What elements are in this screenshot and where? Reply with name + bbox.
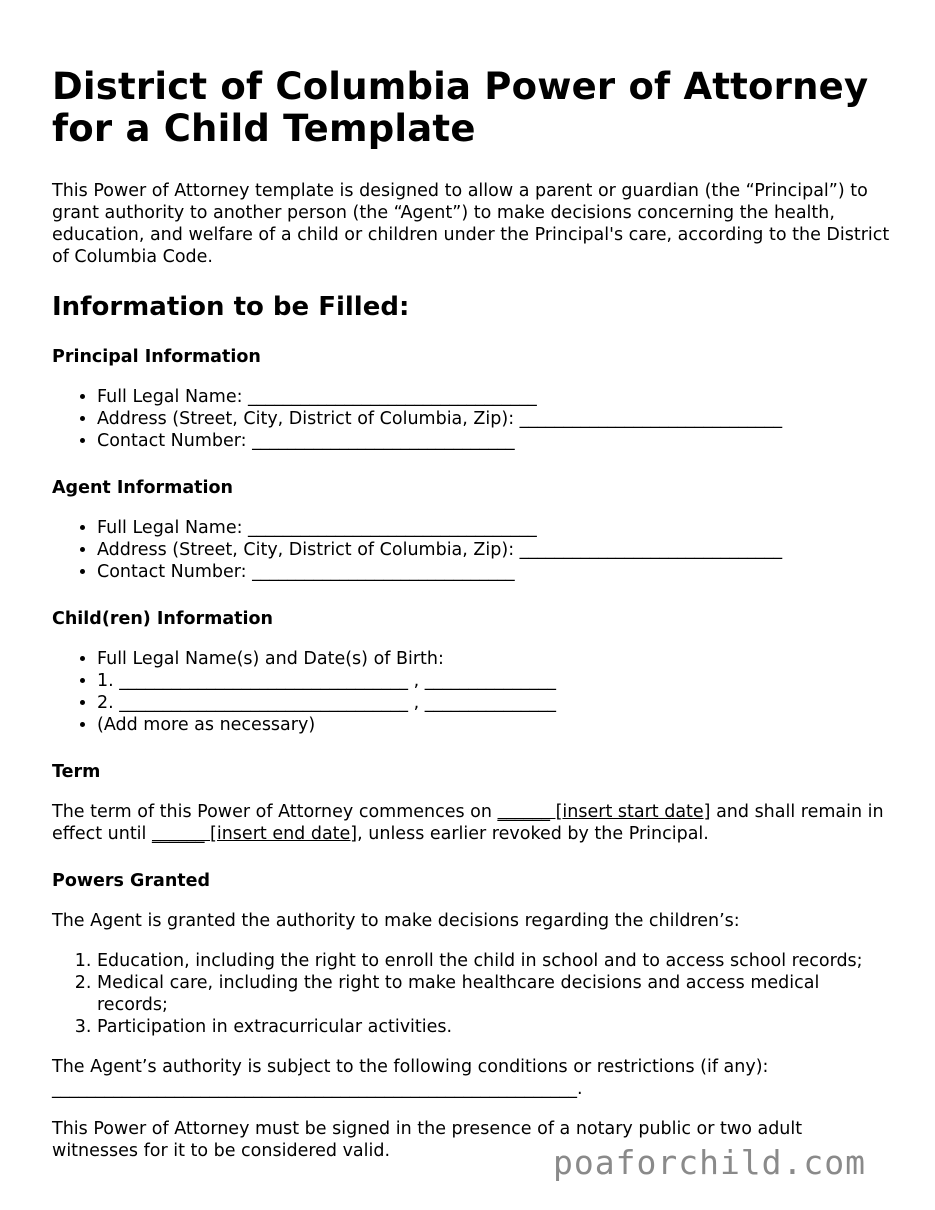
principal-contact-field: • Contact Number: ______________________________ (97, 430, 892, 452)
end-date-blank: ______ [insert end date] (151, 824, 358, 844)
watermark: poaforchild.com (553, 1143, 867, 1182)
signing-paragraph: This Power of Attorney must be signed in the presence of a notary public or two adult witnesses for it to be considered valid. (52, 1119, 803, 1161)
child-2-field: • 2. _________________________________ , _______________ (97, 692, 892, 714)
power-education: 1. Education, including the right to enroll the child in school and to access school records; (97, 950, 892, 972)
powers-lead: The Agent is granted the authority to make decisions regarding the children’s: (52, 911, 740, 931)
children-names-label: • Full Legal Name(s) and Date(s) of Birth: (97, 648, 892, 670)
info-heading: Information to be Filled: (52, 292, 410, 322)
children-list (52, 648, 892, 736)
intro-paragraph: This Power of Attorney template is designed to allow a parent or guardian (the “Principal”) to grant authority to another person (the “Agent”) to make decisions concerning the health, education, and welfare of a child or children under the Principal's care, according to the District of Columbia Code. (52, 181, 890, 267)
children-add-more-note: • (Add more as necessary) (97, 714, 892, 736)
child-1-field: • 1. _________________________________ , _______________ (97, 670, 892, 692)
principal-address-field: • Address (Street, City, District of Columbia, Zip): ______________________________ (97, 408, 892, 430)
start-date-blank: ______ [insert start date] (497, 802, 711, 822)
term-text-start: The term of this Power of Attorney commences on (52, 802, 498, 822)
agent-contact-field: • Contact Number: ______________________________ (97, 561, 892, 583)
agent-name-field: • Full Legal Name: _________________________________ (97, 517, 892, 539)
term-paragraph (52, 801, 892, 845)
children-heading: Child(ren) Information (52, 609, 273, 629)
principal-list (52, 386, 892, 452)
principal-heading: Principal Information (52, 347, 261, 367)
term-heading: Term (52, 762, 101, 782)
document (52, 66, 892, 1162)
power-medical: 2. Medical care, including the right to make healthcare decisions and access medical records; (97, 972, 892, 1016)
agent-address-field: • Address (Street, City, District of Columbia, Zip): ______________________________ (97, 539, 892, 561)
power-extracurricular: 3. Participation in extracurricular activities. (97, 1016, 892, 1038)
conditions-paragraph: The Agent’s authority is subject to the following conditions or restrictions (if any): ____________________________________________________________. (52, 1057, 769, 1099)
principal-name-field: • Full Legal Name: _________________________________ (97, 386, 892, 408)
agent-heading: Agent Information (52, 478, 233, 498)
term-text-middle: and shall remain in effect until (52, 802, 884, 844)
term-text-end: , unless earlier revoked by the Principal. (357, 824, 709, 844)
powers-list (52, 950, 892, 1038)
agent-list (52, 517, 892, 583)
document-title: District of Columbia Power of Attorney for a Child Template (52, 65, 869, 150)
powers-heading: Powers Granted (52, 871, 211, 891)
